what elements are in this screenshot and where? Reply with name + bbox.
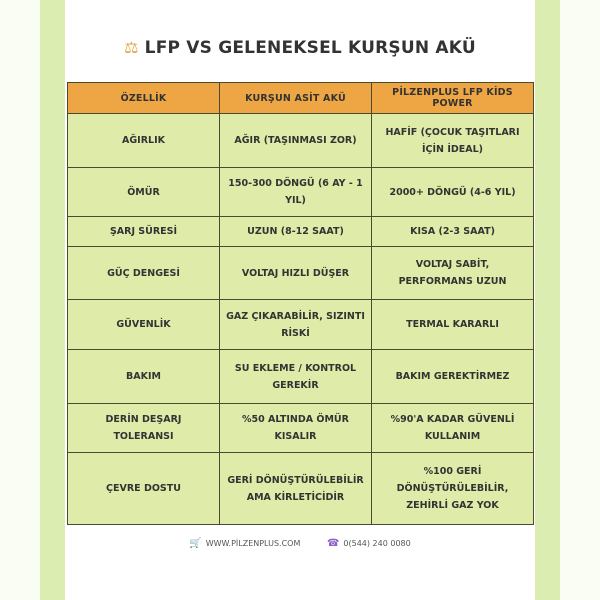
lead-acid-cell: UZUN (8-12 SAAT): [220, 217, 372, 247]
phone-text: 0(544) 240 0080: [343, 539, 411, 548]
phone-link[interactable]: [327, 538, 411, 549]
lfp-cell: 2000+ DÖNGÜ (4-6 YIL): [372, 168, 534, 217]
lead-acid-cell: SU EKLEME / KONTROL GEREKİR: [220, 350, 372, 404]
table-row: [68, 453, 534, 525]
website-link[interactable]: [189, 538, 300, 549]
page-title: [65, 38, 535, 58]
feature-cell: BAKIM: [68, 350, 220, 404]
column-header-lead-acid: KURŞUN ASİT AKÜ: [220, 83, 372, 114]
lfp-cell: TERMAL KARARLI: [372, 300, 534, 350]
phone-icon: ☎: [326, 538, 340, 549]
feature-cell: ÇEVRE DOSTU: [68, 453, 220, 525]
footer: [65, 538, 535, 549]
table-row: [68, 350, 534, 404]
table-row: [68, 168, 534, 217]
table-row: [68, 217, 534, 247]
comparison-table: [67, 82, 534, 525]
lead-acid-cell: AĞIR (TAŞINMASI ZOR): [220, 114, 372, 168]
lfp-cell: KISA (2-3 SAAT): [372, 217, 534, 247]
lfp-cell: %100 GERİ DÖNÜŞTÜRÜLEBİLİR, ZEHİRLİ GAZ YOK: [372, 453, 534, 525]
feature-cell: GÜÇ DENGESİ: [68, 247, 220, 300]
table-row: [68, 114, 534, 168]
table-row: [68, 247, 534, 300]
feature-cell: GÜVENLİK: [68, 300, 220, 350]
column-header-feature: ÖZELLİK: [68, 83, 220, 114]
document-page: [65, 0, 535, 600]
lfp-cell: %90'A KADAR GÜVENLİ KULLANIM: [372, 404, 534, 453]
table-row: [68, 300, 534, 350]
lfp-cell: HAFİF (ÇOCUK TAŞITLARI İÇİN İDEAL): [372, 114, 534, 168]
feature-cell: DERİN DEŞARJ TOLERANSI: [68, 404, 220, 453]
lead-acid-cell: VOLTAJ HIZLI DÜŞER: [220, 247, 372, 300]
table-row: [68, 404, 534, 453]
lfp-cell: BAKIM GEREKTİRMEZ: [372, 350, 534, 404]
column-header-lfp: PİLZENPLUS LFP KİDS POWER: [372, 83, 534, 114]
page-title-text: LFP VS GELENEKSEL KURŞUN AKÜ: [144, 38, 476, 58]
table-header-row: [68, 83, 534, 114]
lfp-cell: VOLTAJ SABİT, PERFORMANS UZUN: [372, 247, 534, 300]
scale-icon: ⚖: [124, 38, 139, 57]
feature-cell: ÖMÜR: [68, 168, 220, 217]
website-text: WWW.PİLZENPLUS.COM: [205, 539, 301, 548]
lead-acid-cell: 150-300 DÖNGÜ (6 AY - 1 YIL): [220, 168, 372, 217]
feature-cell: ŞARJ SÜRESİ: [68, 217, 220, 247]
lead-acid-cell: %50 ALTINDA ÖMÜR KISALIR: [220, 404, 372, 453]
cart-icon: 🛒: [189, 538, 202, 549]
lead-acid-cell: GAZ ÇIKARABİLİR, SIZINTI RİSKİ: [220, 300, 372, 350]
lead-acid-cell: GERİ DÖNÜŞTÜRÜLEBİLİR AMA KİRLETİCİDİR: [220, 453, 372, 525]
feature-cell: AĞIRLIK: [68, 114, 220, 168]
